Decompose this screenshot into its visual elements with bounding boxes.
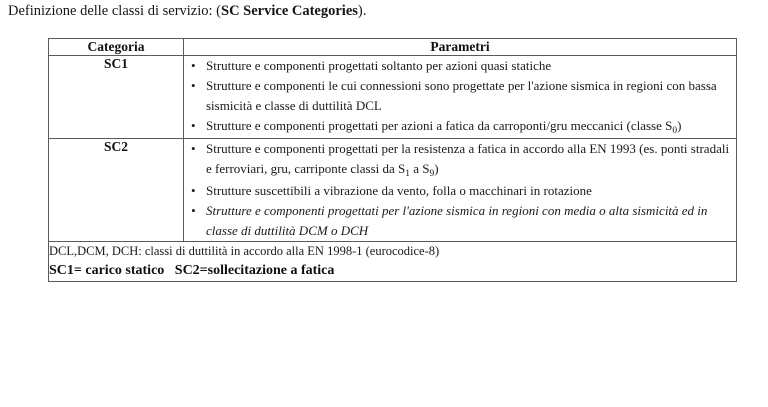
- bullet-item: [184, 76, 736, 116]
- bullet-list: [184, 56, 736, 138]
- bullet-text: Strutture e componenti progettati soltanto per azioni quasi statiche: [206, 58, 552, 73]
- subscript: 1: [405, 169, 411, 179]
- bullet-text: Strutture e componenti progettati per la resistenza a fatica in accordo alla EN 1993 (es. ponti stradali e ferroviari, gru, carriponte classi da S: [206, 141, 730, 176]
- table-row: [49, 139, 737, 242]
- category-cell: SC1: [49, 56, 184, 139]
- parameters-cell: [184, 139, 737, 242]
- bullet-text: Strutture e componenti le cui connessioni sono progettate per l'azione sismica in regioni con bassa sismicità e classe di duttilità DCL: [206, 78, 717, 113]
- title-bold-sc: SC: [221, 3, 240, 19]
- bullet-text: ): [677, 118, 682, 133]
- bullet-text: Strutture e componenti progettati per azioni a fatica da carroponti/gru meccanici (classe S: [206, 118, 673, 133]
- table-footer-row: [49, 242, 737, 282]
- table-header-row: [49, 39, 737, 56]
- category-cell: SC2: [49, 139, 184, 242]
- bullet-item: [184, 201, 736, 241]
- bullet-item: [184, 181, 736, 201]
- bullet-text: Strutture suscettibili a vibrazione da vento, folla o macchinari in rotazione: [206, 183, 592, 198]
- column-header-parametri: Parametri: [184, 39, 737, 56]
- parameters-cell: [184, 56, 737, 139]
- bullet-text: Strutture e componenti progettati per l'azione sismica in regioni con media o alta sismicità ed in classe di duttilità DCM o DCH: [206, 203, 708, 238]
- bullet-text: ): [434, 161, 439, 176]
- service-categories-table: [48, 38, 737, 282]
- bullet-list: [184, 139, 736, 241]
- column-header-categoria: Categoria: [49, 39, 184, 56]
- subscript: 0: [672, 126, 678, 136]
- legend-ductility-classes: DCL,DCM, DCH: classi di duttilità in accordo alla EN 1998-1 (eurocodice-8): [49, 244, 440, 258]
- bullet-item: [184, 116, 736, 138]
- page-title: [8, 2, 366, 20]
- table-body: [49, 56, 737, 282]
- bullet-text: a S: [410, 161, 430, 176]
- title-suffix: ).: [357, 3, 367, 19]
- table-head: [49, 39, 737, 56]
- bullet-item: [184, 139, 736, 181]
- bullet-item: [184, 56, 736, 76]
- legend-sc-definitions: SC1= carico statico SC2=sollecitazione a fatica: [49, 263, 335, 278]
- legend-cell: [49, 242, 737, 282]
- title-bold-service-categories: Service Categories: [243, 3, 358, 19]
- table-row: [49, 56, 737, 139]
- title-prefix: Definizione delle classi di servizio: (: [8, 3, 221, 19]
- subscript: 9: [429, 169, 435, 179]
